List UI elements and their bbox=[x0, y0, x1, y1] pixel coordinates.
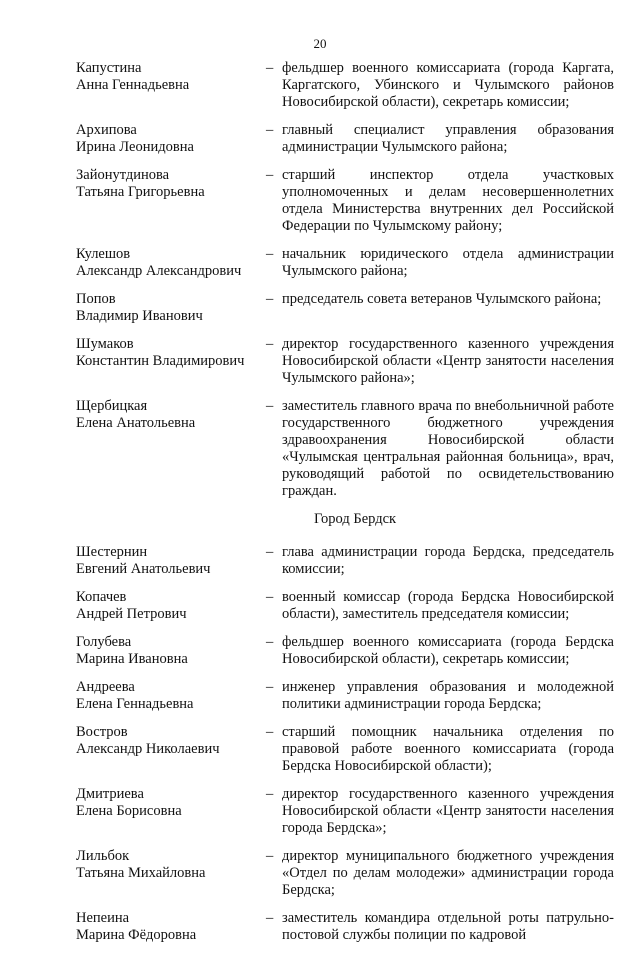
member-given-names: Андрей Петрович bbox=[76, 606, 187, 622]
member-surname: Попов bbox=[76, 291, 116, 307]
member-entry bbox=[76, 848, 614, 899]
dash-separator: – bbox=[266, 724, 274, 740]
member-entry bbox=[76, 246, 614, 280]
dash-separator: – bbox=[266, 336, 274, 352]
member-name bbox=[76, 167, 266, 235]
member-surname: Дмитриева bbox=[76, 786, 144, 802]
member-entry bbox=[76, 679, 614, 713]
member-name bbox=[76, 910, 266, 944]
member-role: глава администрации города Бердска, председатель комиссии; bbox=[282, 544, 614, 577]
dash-separator: – bbox=[266, 679, 274, 695]
chulym-district-members bbox=[76, 60, 614, 500]
dash-separator: – bbox=[266, 589, 274, 605]
member-name bbox=[76, 724, 266, 775]
member-surname: Копачев bbox=[76, 589, 127, 605]
dash-separator: – bbox=[266, 786, 274, 802]
member-surname: Шестернин bbox=[76, 544, 148, 560]
dash-separator: – bbox=[266, 167, 274, 183]
dash-separator: – bbox=[266, 398, 274, 414]
member-surname: Лильбок bbox=[76, 848, 130, 864]
dash-separator: – bbox=[266, 910, 274, 926]
member-surname: Щербицкая bbox=[76, 398, 148, 414]
section-title-berdsk: Город Бердск bbox=[313, 511, 397, 527]
member-role: заместитель главного врача по внебольничной работе государственного бюджетного учреждения здравоохранения Новосибирской области «Чулымская центральная районная больница», врач, руководящий работой по освидетельствованию граждан. bbox=[282, 398, 614, 499]
member-given-names: Елена Борисовна bbox=[76, 803, 182, 819]
member-role: старший помощник начальника отделения по правовой работе военного комиссариата (города Бердска Новосибирской области); bbox=[282, 724, 614, 774]
member-given-names: Александр Николаевич bbox=[76, 741, 220, 757]
member-name bbox=[76, 634, 266, 668]
member-entry bbox=[76, 336, 614, 387]
member-surname: Зайонутдинова bbox=[76, 167, 170, 183]
member-entry bbox=[76, 398, 614, 500]
member-entry bbox=[76, 60, 614, 111]
member-role: старший инспектор отдела участковых уполномоченных и делам несовершеннолетних отдела Министерства внутренних дел Российской Федерации по Чулымскому району; bbox=[282, 167, 614, 234]
member-surname: Кулешов bbox=[76, 246, 131, 262]
member-name bbox=[76, 589, 266, 623]
member-given-names: Марина Ивановна bbox=[76, 651, 188, 667]
member-given-names: Евгений Анатольевич bbox=[76, 561, 211, 577]
member-entry bbox=[76, 589, 614, 623]
member-surname: Голубева bbox=[76, 634, 132, 650]
member-role: главный специалист управления образования администрации Чулымского района; bbox=[282, 122, 614, 155]
dash-separator: – bbox=[266, 246, 274, 262]
member-entry bbox=[76, 122, 614, 156]
dash-separator: – bbox=[266, 634, 274, 650]
member-role: председатель совета ветеранов Чулымского района; bbox=[282, 291, 602, 307]
member-given-names: Татьяна Михайловна bbox=[76, 865, 206, 881]
member-entry bbox=[76, 167, 614, 235]
member-surname: Капустина bbox=[76, 60, 142, 76]
member-role: директор муниципального бюджетного учреждения «Отдел по делам молодежи» администрации города Бердска; bbox=[282, 848, 614, 898]
dash-separator: – bbox=[266, 122, 274, 138]
member-name bbox=[76, 60, 266, 111]
member-surname: Непеина bbox=[76, 910, 130, 926]
member-name bbox=[76, 398, 266, 500]
member-given-names: Анна Геннадьевна bbox=[76, 77, 190, 93]
member-name bbox=[76, 544, 266, 578]
commission-list bbox=[76, 60, 614, 955]
member-given-names: Елена Анатольевна bbox=[76, 415, 196, 431]
member-surname: Востров bbox=[76, 724, 128, 740]
member-surname: Шумаков bbox=[76, 336, 134, 352]
dash-separator: – bbox=[266, 848, 274, 864]
member-entry bbox=[76, 786, 614, 837]
member-role: инженер управления образования и молодежной политики администрации города Бердска; bbox=[282, 679, 614, 712]
member-given-names: Елена Геннадьевна bbox=[76, 696, 194, 712]
member-given-names: Владимир Иванович bbox=[76, 308, 203, 324]
member-given-names: Александр Александрович bbox=[76, 263, 242, 279]
dash-separator: – bbox=[266, 291, 274, 307]
member-surname: Андреева bbox=[76, 679, 135, 695]
member-entry bbox=[76, 634, 614, 668]
member-entry bbox=[76, 724, 614, 775]
dash-separator: – bbox=[266, 544, 274, 560]
member-given-names: Татьяна Григорьевна bbox=[76, 184, 205, 200]
berdsk-members bbox=[76, 544, 614, 944]
member-entry bbox=[76, 910, 614, 944]
member-role: военный комиссар (города Бердска Новосибирской области), заместитель председателя комиссии; bbox=[282, 589, 614, 622]
member-given-names: Марина Фёдоровна bbox=[76, 927, 197, 943]
member-entry bbox=[76, 544, 614, 578]
member-role: директор государственного казенного учреждения Новосибирской области «Центр занятости населения города Бердска»; bbox=[282, 786, 614, 836]
member-name bbox=[76, 246, 266, 280]
member-name bbox=[76, 848, 266, 899]
member-entry bbox=[76, 291, 614, 325]
member-given-names: Ирина Леонидовна bbox=[76, 139, 194, 155]
member-surname: Архипова bbox=[76, 122, 137, 138]
member-name bbox=[76, 679, 266, 713]
member-name bbox=[76, 122, 266, 156]
page-number: 20 bbox=[313, 36, 327, 51]
member-role: заместитель командира отдельной роты патрульно-постовой службы полиции по кадровой bbox=[282, 910, 614, 943]
member-name bbox=[76, 291, 266, 325]
member-name bbox=[76, 336, 266, 387]
member-role: директор государственного казенного учреждения Новосибирской области «Центр занятости населения Чулымского района»; bbox=[282, 336, 614, 386]
member-given-names: Константин Владимирович bbox=[76, 353, 245, 369]
member-role: фельдшер военного комиссариата (города Бердска Новосибирской области), секретарь комиссии; bbox=[282, 634, 614, 667]
member-role: начальник юридического отдела администрации Чулымского района; bbox=[282, 246, 614, 279]
dash-separator: – bbox=[266, 60, 274, 76]
member-role: фельдшер военного комиссариата (города Каргата, Каргатского, Убинского и Чулымского районов Новосибирской области), секретарь комиссии; bbox=[282, 60, 614, 110]
member-name bbox=[76, 786, 266, 837]
